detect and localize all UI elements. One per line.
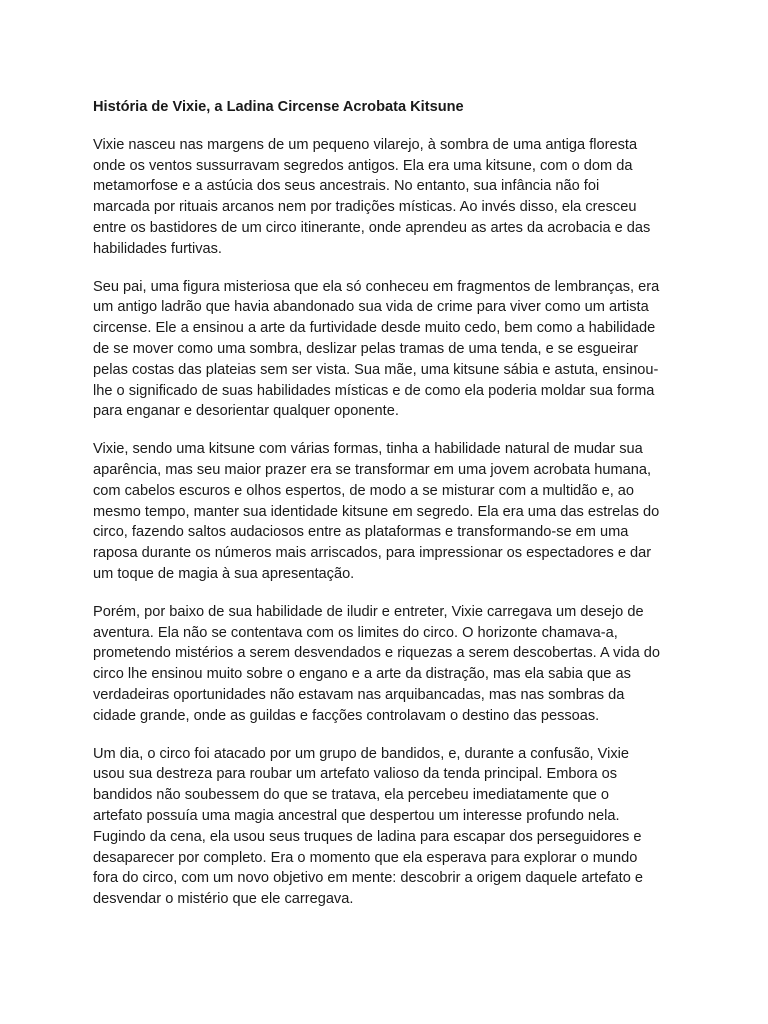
paragraph-line: Vixie, sendo uma kitsune com várias formas, tinha a habilidade natural de mudar sua — [93, 441, 643, 458]
paragraph-line: marcada por rituais arcanos nem por tradições místicas. Ao invés disso, ela cresceu — [93, 199, 637, 216]
paragraph-line: desvendar o mistério que ele carregava. — [93, 891, 354, 908]
paragraph-1 — [93, 135, 683, 260]
paragraph-line: prometendo mistérios a serem desvendados e riquezas a serem descobertas. A vida do — [93, 645, 661, 662]
paragraph-line: desaparecer por completo. Era o momento que ela esperava para explorar o mundo — [93, 849, 638, 866]
paragraph-line: Vixie nasceu nas margens de um pequeno vilarejo, à sombra de uma antiga floresta — [93, 136, 638, 153]
paragraph-line: aparência, mas seu maior prazer era se transformar em uma jovem acrobata humana, — [93, 461, 652, 478]
paragraph-5 — [93, 744, 683, 910]
paragraph-line: cidade grande, onde as guildas e facções controlavam o destino das pessoas. — [93, 707, 600, 724]
paragraph-line: metamorfose e a astúcia dos seus ancestrais. No entanto, sua infância não foi — [93, 178, 600, 195]
paragraph-4 — [93, 602, 683, 727]
paragraph-line: circo lhe ensinou muito sobre o engano e a arte da distração, mas ela sabia que as — [93, 666, 631, 683]
paragraph-line: circense. Ele a ensinou a arte da furtividade desde muito cedo, bem como a habilidade — [93, 320, 656, 337]
paragraph-line: Porém, por baixo de sua habilidade de iludir e entreter, Vixie carregava um desejo de — [93, 603, 644, 620]
paragraph-line: Fugindo da cena, ela usou seus truques de ladina para escapar dos perseguidores e — [93, 828, 642, 845]
paragraph-line: circo, fazendo saltos audaciosos entre as plataformas e transformando-se em uma — [93, 524, 629, 541]
paragraph-line: Seu pai, uma figura misteriosa que ela só conheceu em fragmentos de lembranças, era — [93, 278, 660, 295]
paragraph-line: de se mover como uma sombra, deslizar pelas tramas de uma tenda, e se esgueirar — [93, 340, 639, 357]
paragraph-line: entre os bastidores de um circo itinerante, onde aprendeu as artes da acrobacia e das — [93, 219, 651, 236]
paragraph-3 — [93, 439, 683, 585]
paragraph-2 — [93, 277, 683, 423]
paragraph-line: mesmo tempo, manter sua identidade kitsune em segredo. Ela era uma das estrelas do — [93, 503, 660, 520]
paragraph-line: fora do circo, com um novo objetivo em mente: descobrir a origem daquele artefato e — [93, 870, 643, 887]
paragraph-line: habilidades furtivas. — [93, 240, 222, 257]
paragraph-line: bandidos não soubessem do que se tratava, ela percebeu imediatamente que o — [93, 787, 609, 804]
paragraph-line: aventura. Ela não se contentava com os limites do circo. O horizonte chamava-a, — [93, 624, 618, 641]
paragraph-line: para enganar e desorientar qualquer oponente. — [93, 403, 399, 420]
paragraph-line: onde os ventos sussurravam segredos antigos. Ela era uma kitsune, com o dom da — [93, 157, 633, 174]
document-page — [93, 97, 683, 927]
paragraph-line: Um dia, o circo foi atacado por um grupo de bandidos, e, durante a confusão, Vixie — [93, 745, 629, 762]
paragraph-line: com cabelos escuros e olhos espertos, de modo a se misturar com a multidão e, ao — [93, 482, 635, 499]
paragraph-line: verdadeiras oportunidades não estavam nas arquibancadas, mas nas sombras da — [93, 686, 625, 703]
paragraph-line: lhe o significado de suas habilidades místicas e de como ela poderia moldar sua forma — [93, 382, 655, 399]
paragraph-line: artefato possuía uma magia ancestral que despertou um interesse profundo nela. — [93, 807, 620, 824]
paragraph-line: um toque de magia à sua apresentação. — [93, 565, 355, 582]
paragraph-line: usou sua destreza para roubar um artefato valioso da tenda principal. Embora os — [93, 766, 618, 783]
document-title: História de Vixie, a Ladina Circense Acrobata Kitsune — [93, 99, 464, 115]
paragraph-line: pelas costas das plateias sem ser vista. Sua mãe, uma kitsune sábia e astuta, ensinou- — [93, 361, 659, 378]
paragraph-line: raposa durante os números mais arriscados, para impressionar os espectadores e dar — [93, 545, 652, 562]
paragraph-line: um antigo ladrão que havia abandonado sua vida de crime para viver como um artista — [93, 299, 649, 316]
